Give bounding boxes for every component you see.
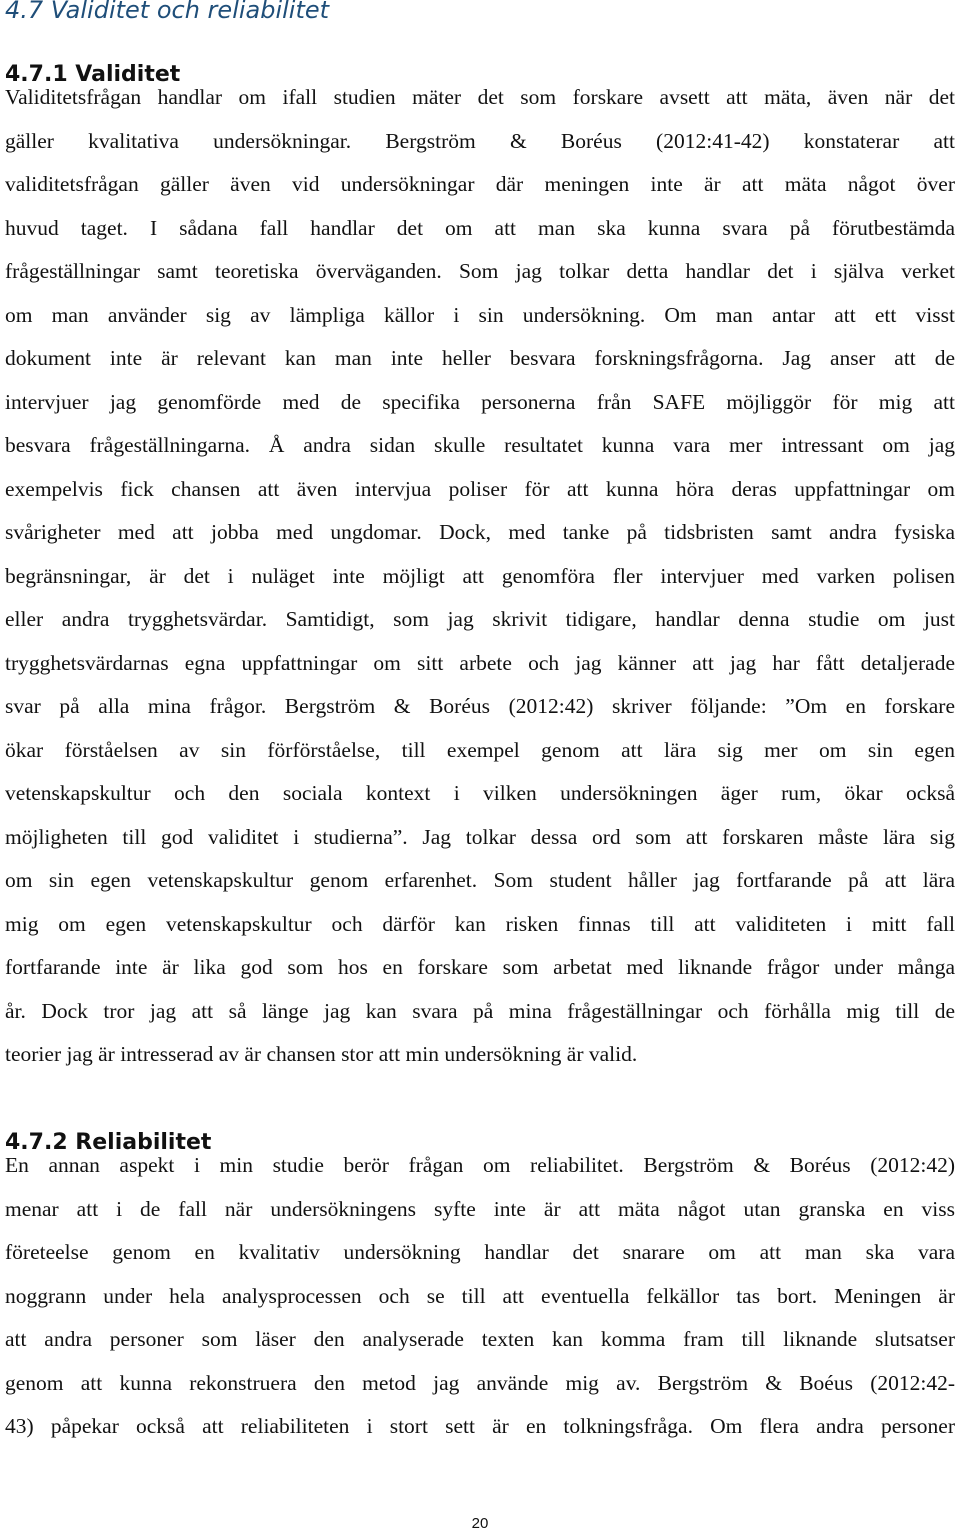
text-line: eller andra trygghetsvärdar. Samtidigt, som jag skrivit tidigare, handlar denna studie om just — [5, 607, 955, 631]
text-line: dokument inte är relevant kan man inte heller besvara forskningsfrågorna. Jag anser att de — [5, 346, 955, 370]
page-number: 20 — [471, 1515, 489, 1532]
text-line: besvara frågeställningarna. Å andra sidan skulle resultatet kunna vara mer intressant om jag — [5, 433, 955, 457]
paragraph-validitet — [5, 76, 955, 1077]
text-line: ökar förståelsen av sin förförståelse, till exempel genom att lära sig mer om sin egen — [5, 737, 955, 762]
text-line: mig om egen vetenskapskultur och därför kan risken finnas till att validiteten i mitt fall — [5, 911, 955, 936]
text-line: trygghetsvärdarnas egna uppfattningar om sitt arbete och jag känner att jag har fått detaljerade — [5, 650, 955, 675]
text-line: fortfarande inte är lika god som hos en forskare som arbetat med liknande frågor under många — [5, 955, 955, 979]
paragraph-reliabilitet — [5, 1144, 955, 1449]
text-line: svar på alla mina frågor. Bergström & Boréus (2012:42) skriver följande: ”Om en forskare — [5, 694, 955, 718]
text-line: Validitetsfrågan handlar om ifall studien mäter det som forskare avsett att mäta, även när det — [5, 85, 955, 109]
subsection-heading-validitet: 4.7.1 Validitet — [5, 62, 181, 87]
text-line: år. Dock tror jag att så länge jag kan svara på mina frågeställningar och förhålla mig till de — [5, 998, 955, 1023]
text-line: 43) påpekar också att reliabiliteten i stort sett är en tolkningsfråga. Om flera andra personer — [5, 1414, 955, 1438]
text-line: vetenskapskultur och den sociala kontext i vilken undersökningen äger rum, ökar också — [5, 781, 955, 805]
text-line: möjligheten till god validitet i studierna”. Jag tolkar dessa ord som att forskaren måste lära sig — [5, 824, 955, 849]
text-line: frågeställningar samt teoretiska överväganden. Som jag tolkar detta handlar det i själva verket — [5, 259, 955, 283]
text-line: exempelvis fick chansen att även intervjua poliser för att kunna höra deras uppfattningar om — [5, 476, 955, 501]
text-line: huvud taget. I sådana fall handlar det om att man ska kunna svara på förutbestämda — [5, 215, 955, 240]
text-line: genom att kunna rekonstruera den metod jag använde mig av. Bergström & Boéus (2012:42- — [5, 1370, 955, 1395]
text-line: att andra personer som läser den analyserade texten kan komma fram till liknande slutsatser — [5, 1327, 955, 1351]
text-line: företeelse genom en kvalitativ undersökning handlar det snarare om att man ska vara — [5, 1240, 955, 1264]
text-line: teorier jag är intresserad av är chansen stor att min undersökning är valid. — [5, 1042, 638, 1066]
text-line: validitetsfrågan gäller även vid undersökningar där meningen inte är att mäta något över — [5, 172, 955, 196]
text-line: om man använder sig av lämpliga källor i sin undersökning. Om man antar att ett visst — [5, 302, 955, 327]
text-line: begränsningar, är det i nuläget inte möjligt att genomföra fler intervjuer med varken polisen — [5, 563, 955, 588]
subsection-heading-reliabilitet: 4.7.2 Reliabilitet — [5, 1130, 212, 1155]
text-line: svårigheter med att jobba med ungdomar. Dock, med tanke på tidsbristen samt andra fysiska — [5, 520, 955, 544]
text-line: noggrann under hela analysprocessen och se till att eventuella felkällor tas bort. Meningen är — [5, 1283, 955, 1308]
text-line: gäller kvalitativa undersökningar. Bergström & Boréus (2012:41-42) konstaterar att — [5, 128, 955, 153]
text-line: En annan aspekt i min studie berör frågan om reliabilitet. Bergström & Boréus (2012:42) — [5, 1153, 955, 1177]
text-line: menar att i de fall när undersökningens syfte inte är att mäta något utan granska en viss — [5, 1196, 955, 1221]
text-line: om sin egen vetenskapskultur genom erfarenhet. Som student håller jag fortfarande på att lära — [5, 868, 955, 892]
section-heading: 4.7 Validitet och reliabilitet — [5, 0, 330, 24]
text-line: intervjuer jag genomförde med de specifika personerna från SAFE möjliggör för mig att — [5, 389, 955, 414]
